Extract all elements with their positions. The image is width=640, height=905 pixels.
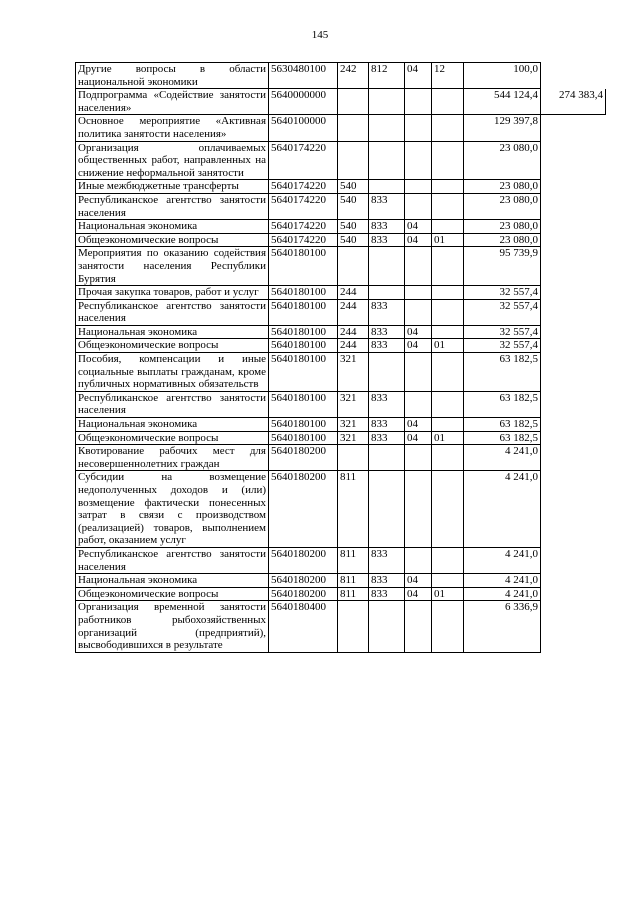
table-row [76, 325, 606, 339]
amount-cell: 63 182,5 [464, 391, 541, 417]
section-cell [405, 391, 432, 417]
row-name-cell: Мероприятия по оказанию содействия занятости населения Республики Бурятия [76, 247, 269, 286]
row-name-cell: Республиканское агентство занятости населения [76, 391, 269, 417]
admin-code-cell [369, 286, 405, 300]
amount-total-cell [541, 141, 606, 180]
expense-type-cell: 321 [338, 418, 369, 432]
table-row [76, 471, 606, 548]
amount-total-cell [541, 587, 606, 601]
subsection-cell [432, 601, 464, 652]
target-code-cell: 5640180200 [269, 471, 338, 548]
admin-code-cell [369, 180, 405, 194]
section-cell: 04 [405, 233, 432, 247]
section-cell: 04 [405, 587, 432, 601]
expense-type-cell: 242 [338, 63, 369, 89]
amount-total-cell [541, 299, 606, 325]
section-cell [405, 115, 432, 141]
row-name-cell: Субсидии на возмещение недополученных доходов и (или) возмещение фактически понесенных затрат в связи с производством (реализацией) товаров, выполнением работ, оказанием услуг [76, 471, 269, 548]
target-code-cell: 5640180100 [269, 418, 338, 432]
row-name-cell: Иные межбюджетные трансферты [76, 180, 269, 194]
expense-type-cell [338, 141, 369, 180]
table-row [76, 180, 606, 194]
target-code-cell: 5640174220 [269, 220, 338, 234]
subsection-cell [432, 353, 464, 392]
admin-code-cell [369, 471, 405, 548]
target-code-cell: 5640100000 [269, 115, 338, 141]
subsection-cell: 01 [432, 339, 464, 353]
table-row [76, 574, 606, 588]
target-code-cell: 5640180100 [269, 339, 338, 353]
amount-total-cell [541, 233, 606, 247]
section-cell: 04 [405, 63, 432, 89]
admin-code-cell: 833 [369, 339, 405, 353]
amount-total-cell [541, 391, 606, 417]
row-name-cell: Республиканское агентство занятости населения [76, 547, 269, 573]
amount-cell: 95 739,9 [464, 247, 541, 286]
subsection-cell [432, 247, 464, 286]
target-code-cell: 5640180100 [269, 247, 338, 286]
subsection-cell [432, 471, 464, 548]
table-row [76, 391, 606, 417]
target-code-cell: 5640180100 [269, 391, 338, 417]
target-code-cell: 5640180400 [269, 601, 338, 652]
row-name-cell: Национальная экономика [76, 574, 269, 588]
section-cell [405, 141, 432, 180]
admin-code-cell [369, 115, 405, 141]
admin-code-cell: 833 [369, 391, 405, 417]
section-cell [405, 601, 432, 652]
amount-total-cell [541, 325, 606, 339]
amount-cell: 63 182,5 [464, 431, 541, 445]
amount-total-cell [541, 286, 606, 300]
admin-code-cell: 833 [369, 431, 405, 445]
target-code-cell: 5640180100 [269, 353, 338, 392]
subsection-cell [432, 286, 464, 300]
section-cell [405, 286, 432, 300]
amount-total-cell [541, 339, 606, 353]
amount-cell: 32 557,4 [464, 325, 541, 339]
target-code-cell: 5640174220 [269, 193, 338, 219]
amount-total-cell [541, 193, 606, 219]
amount-total-cell [541, 574, 606, 588]
section-cell [405, 247, 432, 286]
target-code-cell: 5640180100 [269, 299, 338, 325]
table-row [76, 547, 606, 573]
row-name-cell: Подпрограмма «Содействие занятости населения» [76, 89, 269, 115]
page-number: 145 [311, 29, 329, 41]
table-row [76, 286, 606, 300]
table-row [76, 418, 606, 432]
admin-code-cell: 812 [369, 63, 405, 89]
amount-total-cell [541, 471, 606, 548]
table-row [76, 353, 606, 392]
target-code-cell: 5640174220 [269, 233, 338, 247]
admin-code-cell [369, 353, 405, 392]
amount-cell: 4 241,0 [464, 587, 541, 601]
row-name-cell: Общеэкономические вопросы [76, 431, 269, 445]
section-cell [405, 89, 432, 115]
row-name-cell: Другие вопросы в области национальной экономики [76, 63, 269, 89]
admin-code-cell: 833 [369, 587, 405, 601]
expense-type-cell: 811 [338, 574, 369, 588]
expense-type-cell [338, 445, 369, 471]
target-code-cell: 5640174220 [269, 180, 338, 194]
section-cell: 04 [405, 431, 432, 445]
amount-total-cell [541, 353, 606, 392]
target-code-cell: 5640000000 [269, 89, 338, 115]
admin-code-cell [369, 247, 405, 286]
section-cell [405, 471, 432, 548]
subsection-cell: 12 [432, 63, 464, 89]
expense-type-cell: 244 [338, 325, 369, 339]
amount-total-cell [541, 63, 606, 89]
subsection-cell [432, 574, 464, 588]
subsection-cell [432, 115, 464, 141]
amount-cell: 100,0 [464, 63, 541, 89]
admin-code-cell: 833 [369, 299, 405, 325]
table-row [76, 115, 606, 141]
section-cell [405, 193, 432, 219]
target-code-cell: 5630480100 [269, 63, 338, 89]
expense-type-cell: 244 [338, 339, 369, 353]
amount-cell: 129 397,8 [464, 115, 541, 141]
subsection-cell [432, 193, 464, 219]
subsection-cell [432, 391, 464, 417]
amount-total-cell [541, 247, 606, 286]
target-code-cell: 5640180100 [269, 286, 338, 300]
admin-code-cell [369, 89, 405, 115]
table-row [76, 445, 606, 471]
expense-type-cell: 321 [338, 353, 369, 392]
subsection-cell [432, 418, 464, 432]
subsection-cell [432, 547, 464, 573]
section-cell: 04 [405, 325, 432, 339]
row-name-cell: Организация оплачиваемых общественных работ, направленных на снижение неформальной занятости [76, 141, 269, 180]
expense-type-cell: 811 [338, 547, 369, 573]
table-row [76, 299, 606, 325]
target-code-cell: 5640180200 [269, 587, 338, 601]
section-cell: 04 [405, 418, 432, 432]
admin-code-cell: 833 [369, 574, 405, 588]
table-row [76, 431, 606, 445]
expense-type-cell: 321 [338, 391, 369, 417]
amount-cell: 4 241,0 [464, 471, 541, 548]
budget-table [75, 62, 606, 653]
admin-code-cell [369, 445, 405, 471]
expense-type-cell: 811 [338, 587, 369, 601]
amount-total-cell [541, 601, 606, 652]
amount-cell: 63 182,5 [464, 353, 541, 392]
amount-total-cell [541, 547, 606, 573]
target-code-cell: 5640180200 [269, 547, 338, 573]
admin-code-cell: 833 [369, 325, 405, 339]
section-cell [405, 180, 432, 194]
amount-cell: 544 124,4 [464, 89, 541, 115]
row-name-cell: Квотирование рабочих мест для несовершеннолетних граждан [76, 445, 269, 471]
target-code-cell: 5640180100 [269, 431, 338, 445]
subsection-cell [432, 89, 464, 115]
table-row [76, 233, 606, 247]
admin-code-cell: 833 [369, 233, 405, 247]
admin-code-cell [369, 601, 405, 652]
section-cell: 04 [405, 220, 432, 234]
admin-code-cell [369, 141, 405, 180]
amount-cell: 23 080,0 [464, 233, 541, 247]
expense-type-cell: 321 [338, 431, 369, 445]
section-cell [405, 299, 432, 325]
amount-total-cell [541, 220, 606, 234]
table-row [76, 220, 606, 234]
amount-cell: 32 557,4 [464, 339, 541, 353]
expense-type-cell: 540 [338, 180, 369, 194]
amount-cell: 32 557,4 [464, 286, 541, 300]
row-name-cell: Общеэкономические вопросы [76, 587, 269, 601]
subsection-cell: 01 [432, 233, 464, 247]
amount-total-cell [541, 431, 606, 445]
table-row [76, 89, 606, 115]
amount-total-cell: 274 383,4 [541, 89, 606, 115]
section-cell: 04 [405, 574, 432, 588]
row-name-cell: Национальная экономика [76, 325, 269, 339]
amount-total-cell [541, 180, 606, 194]
target-code-cell: 5640180200 [269, 445, 338, 471]
amount-total-cell [541, 115, 606, 141]
expense-type-cell: 244 [338, 286, 369, 300]
amount-cell: 63 182,5 [464, 418, 541, 432]
row-name-cell: Пособия, компенсации и иные социальные выплаты гражданам, кроме публичных нормативных обязательств [76, 353, 269, 392]
target-code-cell: 5640180200 [269, 574, 338, 588]
amount-cell: 23 080,0 [464, 180, 541, 194]
row-name-cell: Общеэкономические вопросы [76, 339, 269, 353]
admin-code-cell: 833 [369, 220, 405, 234]
expense-type-cell [338, 115, 369, 141]
amount-total-cell [541, 445, 606, 471]
amount-cell: 23 080,0 [464, 141, 541, 180]
amount-cell: 4 241,0 [464, 445, 541, 471]
row-name-cell: Общеэкономические вопросы [76, 233, 269, 247]
admin-code-cell: 833 [369, 418, 405, 432]
section-cell [405, 353, 432, 392]
row-name-cell: Национальная экономика [76, 220, 269, 234]
amount-cell: 4 241,0 [464, 547, 541, 573]
target-code-cell: 5640174220 [269, 141, 338, 180]
subsection-cell [432, 141, 464, 180]
section-cell [405, 547, 432, 573]
row-name-cell: Республиканское агентство занятости населения [76, 299, 269, 325]
amount-total-cell [541, 418, 606, 432]
amount-cell: 6 336,9 [464, 601, 541, 652]
subsection-cell [432, 445, 464, 471]
target-code-cell: 5640180100 [269, 325, 338, 339]
table-row [76, 601, 606, 652]
expense-type-cell: 540 [338, 220, 369, 234]
table-row [76, 193, 606, 219]
expense-type-cell [338, 89, 369, 115]
expense-type-cell: 811 [338, 471, 369, 548]
row-name-cell: Организация временной занятости работников рыбохозяйственных организаций (предприятий), высвободившихся в результате [76, 601, 269, 652]
table-row [76, 587, 606, 601]
row-name-cell: Прочая закупка товаров, работ и услуг [76, 286, 269, 300]
table-row [76, 63, 606, 89]
amount-cell: 23 080,0 [464, 193, 541, 219]
expense-type-cell: 244 [338, 299, 369, 325]
subsection-cell [432, 220, 464, 234]
admin-code-cell: 833 [369, 547, 405, 573]
subsection-cell [432, 180, 464, 194]
row-name-cell: Республиканское агентство занятости населения [76, 193, 269, 219]
subsection-cell [432, 299, 464, 325]
amount-cell: 32 557,4 [464, 299, 541, 325]
table-row [76, 247, 606, 286]
subsection-cell: 01 [432, 431, 464, 445]
expense-type-cell: 540 [338, 233, 369, 247]
row-name-cell: Основное мероприятие «Активная политика занятости населения» [76, 115, 269, 141]
amount-cell: 23 080,0 [464, 220, 541, 234]
table-body [76, 63, 606, 653]
expense-type-cell [338, 601, 369, 652]
table-row [76, 339, 606, 353]
table-row [76, 141, 606, 180]
subsection-cell: 01 [432, 587, 464, 601]
expense-type-cell: 540 [338, 193, 369, 219]
expense-type-cell [338, 247, 369, 286]
row-name-cell: Национальная экономика [76, 418, 269, 432]
subsection-cell [432, 325, 464, 339]
amount-cell: 4 241,0 [464, 574, 541, 588]
admin-code-cell: 833 [369, 193, 405, 219]
section-cell: 04 [405, 339, 432, 353]
section-cell [405, 445, 432, 471]
